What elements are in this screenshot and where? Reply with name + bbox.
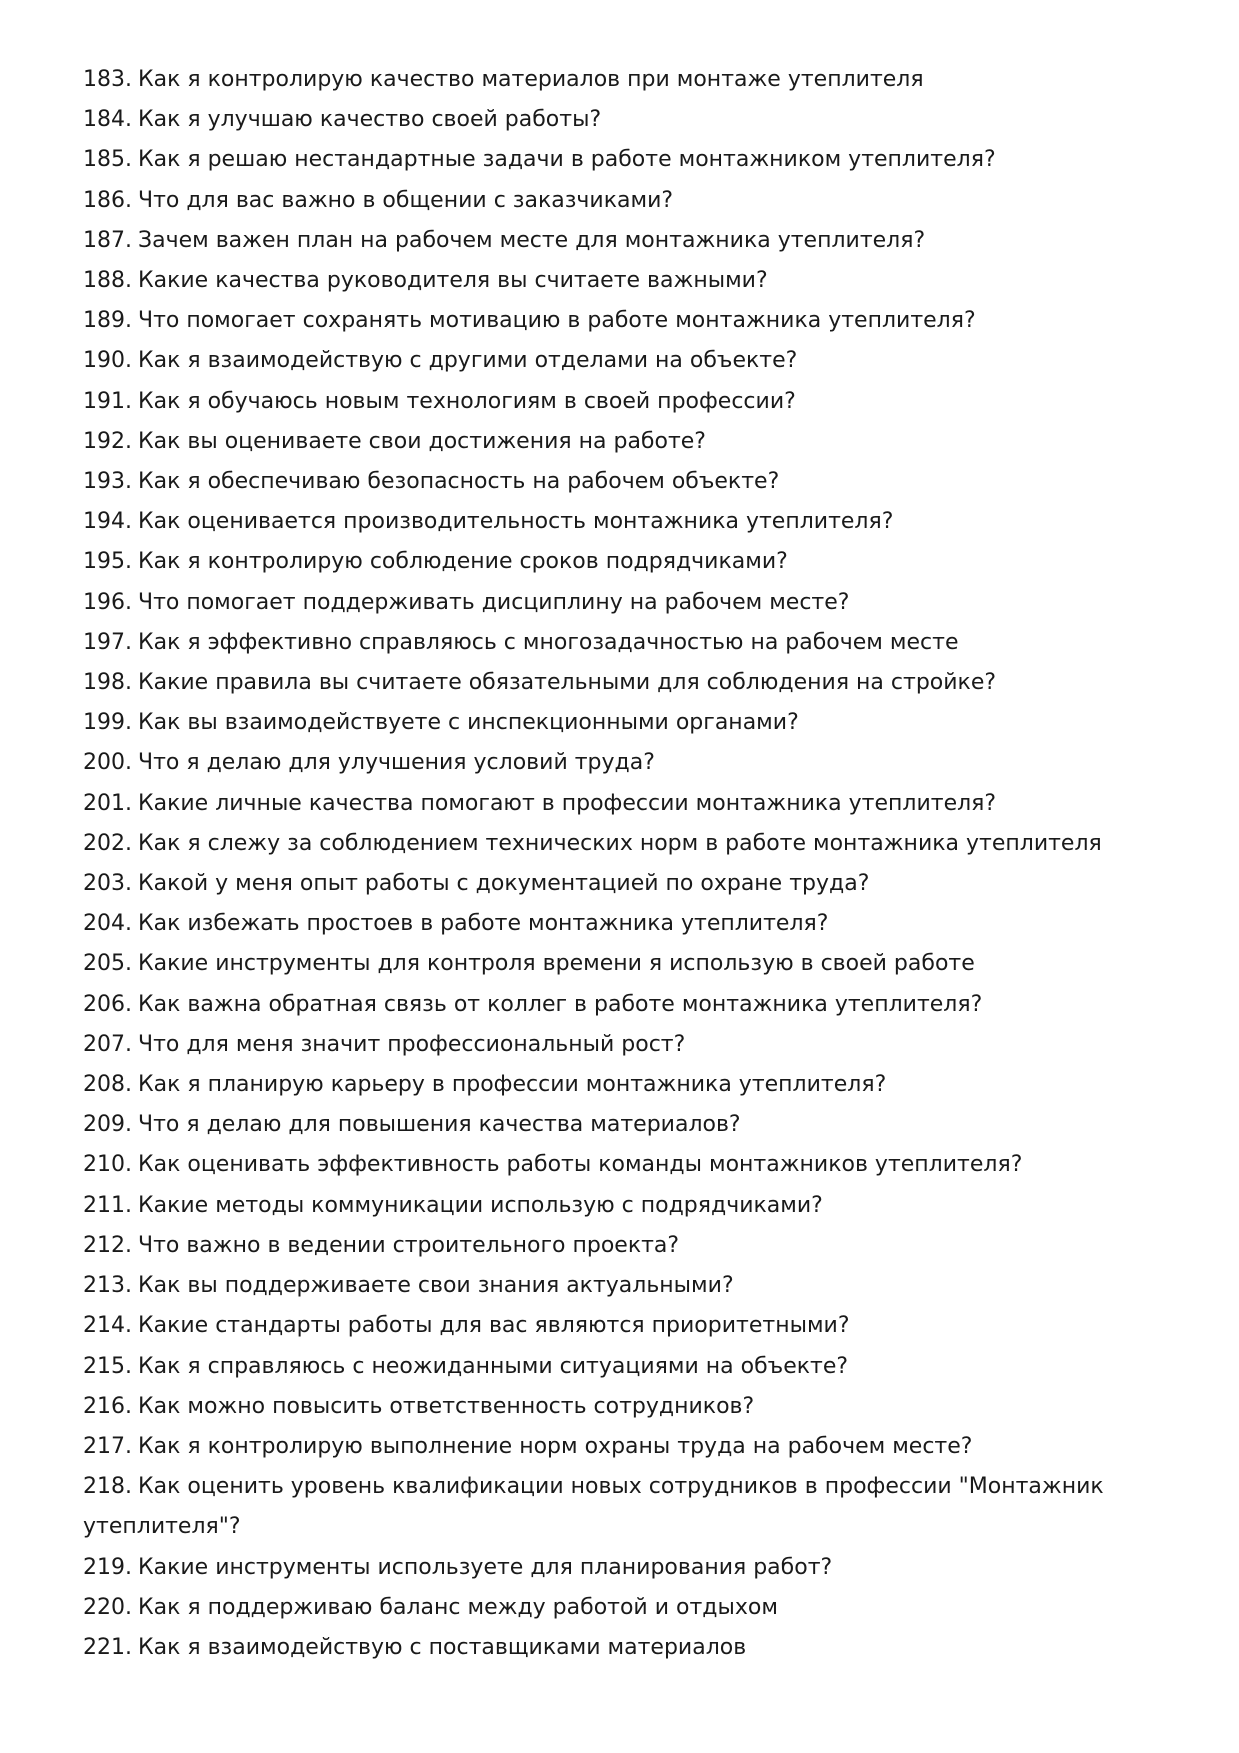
question-text: Что для меня значит профессиональный рост? (137, 1031, 686, 1057)
question-item (83, 422, 1183, 462)
question-text: Как я контролирую соблюдение сроков подрядчиками? (137, 549, 788, 575)
question-item (83, 1548, 1183, 1588)
question-item (83, 1628, 1183, 1668)
question-item (83, 623, 1183, 663)
question-number: 191. (83, 388, 132, 414)
question-text: Как я контролирую качество материалов при монтаже утеплителя (137, 67, 924, 92)
question-number: 218. (83, 1474, 132, 1500)
question-text: Как я обучаюсь новым технологиям в своей профессии? (137, 388, 796, 414)
question-number: 200. (83, 750, 132, 776)
question-item (83, 542, 1183, 582)
question-text: Что я делаю для повышения качества материалов? (137, 1112, 741, 1138)
question-number: 220. (83, 1594, 132, 1620)
question-number: 199. (83, 710, 132, 736)
question-text: Как оценивать эффективность работы команды монтажников утеплителя? (137, 1152, 1023, 1178)
question-text: Что помогает поддерживать дисциплину на рабочем месте? (137, 589, 850, 615)
question-item (83, 1025, 1183, 1065)
question-item (83, 100, 1183, 140)
question-number: 208. (83, 1072, 132, 1098)
question-item (83, 462, 1183, 502)
question-text: Как я планирую карьеру в профессии монтажника утеплителя? (137, 1072, 887, 1098)
question-item (83, 1588, 1183, 1628)
question-text: Как я справляюсь с неожиданными ситуациями на объекте? (137, 1353, 849, 1379)
question-text: Что я делаю для улучшения условий труда? (137, 750, 655, 776)
question-text: Как я обеспечиваю безопасность на рабочем объекте? (137, 469, 780, 495)
question-item (83, 663, 1183, 703)
question-number: 204. (83, 911, 132, 937)
question-item (83, 1105, 1183, 1145)
question-item (83, 221, 1183, 261)
question-item (83, 703, 1183, 743)
question-text: Какие качества руководителя вы считаете важными? (137, 268, 768, 294)
question-number: 214. (83, 1313, 132, 1339)
question-text: Как вы оцениваете свои достижения на работе? (137, 428, 706, 454)
question-item (83, 583, 1183, 623)
question-item (83, 341, 1183, 381)
question-text: Как я поддерживаю баланс между работой и отдыхом (137, 1594, 778, 1620)
question-text: Как я решаю нестандартные задачи в работе монтажником утеплителя? (137, 147, 996, 173)
question-text: Как оценить уровень квалификации новых сотрудников в профессии "Монтажник утеплителя"? (83, 1474, 1104, 1540)
question-number: 185. (83, 147, 132, 173)
question-number: 193. (83, 469, 132, 495)
question-item (83, 181, 1183, 221)
question-item (83, 140, 1183, 180)
question-text: Какие методы коммуникации использую с подрядчиками? (137, 1192, 823, 1218)
question-text: Как вы поддерживаете свои знания актуальными? (137, 1273, 734, 1299)
question-list (83, 60, 1183, 1668)
question-item (83, 301, 1183, 341)
question-number: 212. (83, 1232, 132, 1258)
question-number: 188. (83, 268, 132, 294)
question-number: 190. (83, 348, 132, 374)
question-item (83, 1145, 1183, 1185)
question-text: Как я взаимодействую с другими отделами на объекте? (137, 348, 798, 374)
question-number: 211. (83, 1192, 132, 1218)
question-item (83, 1186, 1183, 1226)
question-item (83, 864, 1183, 904)
question-number: 210. (83, 1152, 132, 1178)
question-number: 192. (83, 428, 132, 454)
question-text: Как я взаимодействую с поставщиками материалов (137, 1634, 747, 1660)
question-number: 194. (83, 509, 132, 535)
question-number: 203. (83, 871, 132, 897)
question-text: Какой у меня опыт работы с документацией по охране труда? (137, 871, 870, 897)
question-text: Как избежать простоев в работе монтажника утеплителя? (137, 911, 829, 937)
question-number: 195. (83, 549, 132, 575)
question-item (83, 60, 1183, 100)
question-item (83, 1306, 1183, 1346)
question-number: 217. (83, 1433, 132, 1459)
question-item (83, 261, 1183, 301)
question-text: Какие правила вы считаете обязательными для соблюдения на стройке? (137, 670, 997, 696)
question-number: 196. (83, 589, 132, 615)
question-text: Какие личные качества помогают в профессии монтажника утеплителя? (137, 790, 997, 816)
question-item (83, 1347, 1183, 1387)
question-item (83, 784, 1183, 824)
question-item (83, 502, 1183, 542)
question-text: Что помогает сохранять мотивацию в работе монтажника утеплителя? (137, 308, 976, 334)
question-number: 183. (83, 67, 132, 92)
question-number: 207. (83, 1031, 132, 1057)
question-number: 187. (83, 227, 132, 253)
question-text: Как можно повысить ответственность сотрудников? (137, 1393, 755, 1419)
question-number: 221. (83, 1634, 132, 1660)
question-text: Как я улучшаю качество своей работы? (137, 107, 602, 133)
question-number: 184. (83, 107, 132, 133)
question-text: Какие инструменты для контроля времени я использую в своей работе (137, 951, 975, 977)
question-text: Зачем важен план на рабочем месте для монтажника утеплителя? (137, 227, 926, 253)
question-text: Какие стандарты работы для вас являются приоритетными? (137, 1313, 850, 1339)
question-number: 201. (83, 790, 132, 816)
question-item (83, 1226, 1183, 1266)
question-text: Что важно в ведении строительного проекта? (137, 1232, 680, 1258)
question-number: 202. (83, 830, 132, 856)
question-item (83, 1065, 1183, 1105)
question-text: Как я контролирую выполнение норм охраны труда на рабочем месте? (137, 1433, 973, 1459)
question-item (83, 904, 1183, 944)
question-text: Что для вас важно в общении с заказчиками? (137, 187, 674, 213)
question-item (83, 1427, 1183, 1467)
question-item (83, 1467, 1183, 1547)
question-item (83, 824, 1183, 864)
question-number: 215. (83, 1353, 132, 1379)
question-text: Как оценивается производительность монтажника утеплителя? (137, 509, 894, 535)
question-number: 205. (83, 951, 132, 977)
question-number: 213. (83, 1273, 132, 1299)
question-number: 198. (83, 670, 132, 696)
question-number: 189. (83, 308, 132, 334)
question-number: 186. (83, 187, 132, 213)
question-text: Как я эффективно справляюсь с многозадачностью на рабочем месте (137, 629, 959, 655)
question-number: 219. (83, 1554, 132, 1580)
question-number: 216. (83, 1393, 132, 1419)
question-item (83, 1387, 1183, 1427)
question-text: Какие инструменты используете для планирования работ? (137, 1554, 833, 1580)
question-text: Как я слежу за соблюдением технических норм в работе монтажника утеплителя (137, 830, 1102, 856)
question-text: Как вы взаимодействуете с инспекционными органами? (137, 710, 799, 736)
question-number: 206. (83, 991, 132, 1017)
question-item (83, 1266, 1183, 1306)
question-item (83, 985, 1183, 1025)
question-item (83, 743, 1183, 783)
question-item (83, 944, 1183, 984)
question-text: Как важна обратная связь от коллег в работе монтажника утеплителя? (137, 991, 983, 1017)
question-item (83, 382, 1183, 422)
question-number: 197. (83, 629, 132, 655)
question-number: 209. (83, 1112, 132, 1138)
